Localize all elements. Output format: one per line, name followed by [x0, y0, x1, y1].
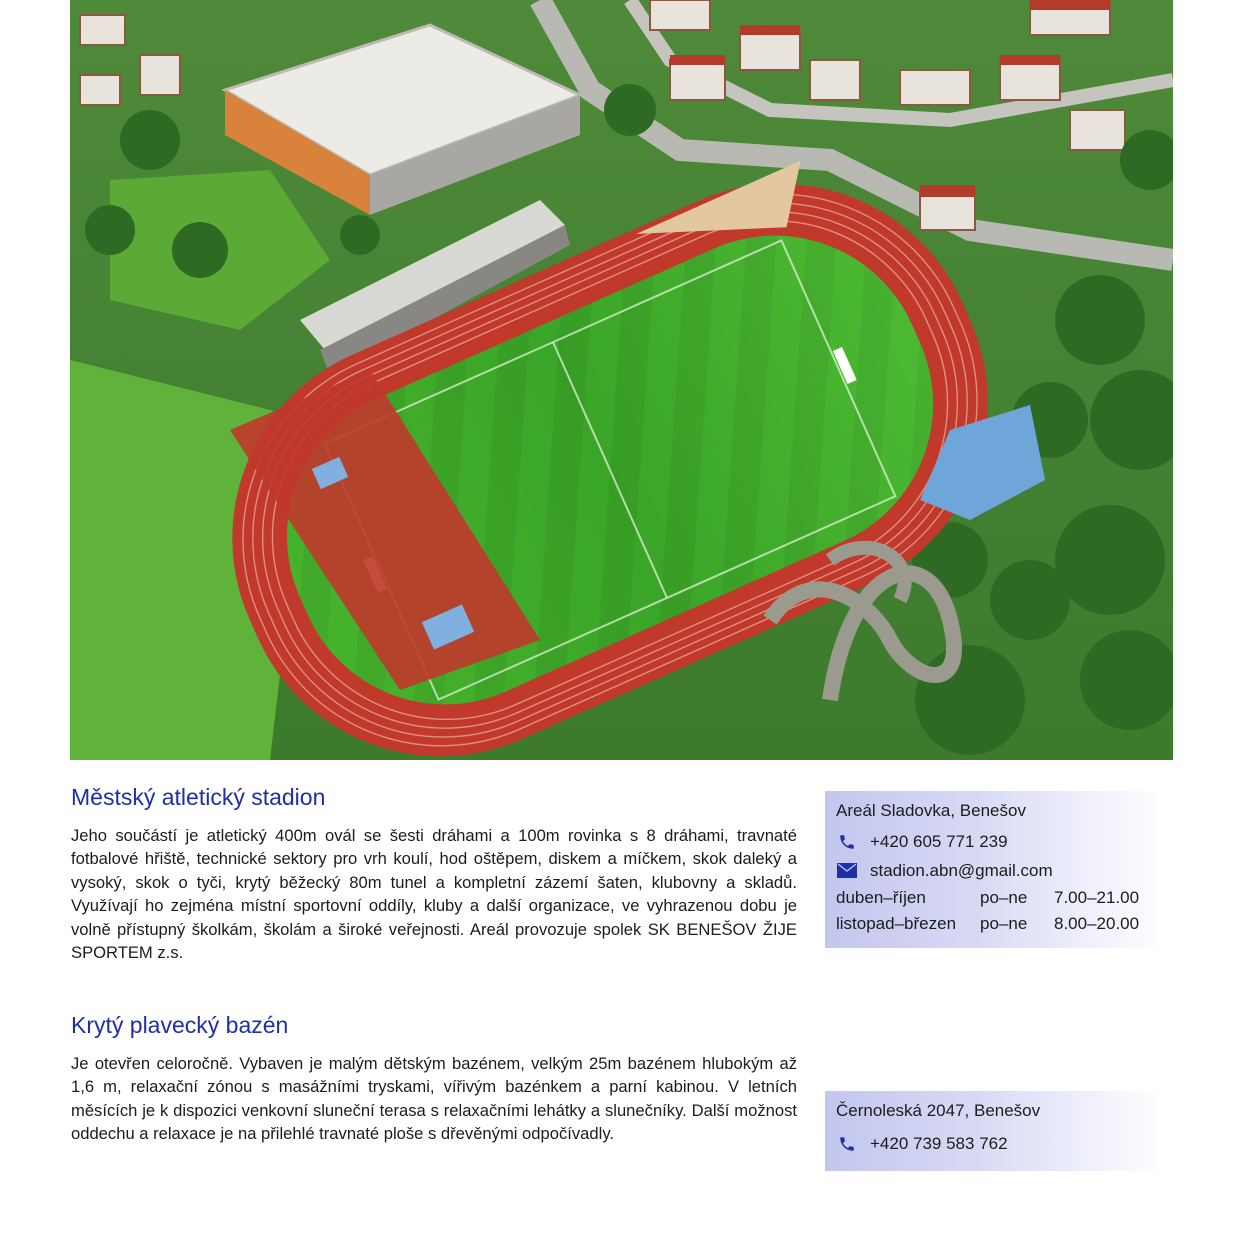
hours-days: po–ne [980, 914, 1028, 933]
pool-heading: Krytý plavecký bazén [71, 1012, 289, 1038]
pool-address: Černoleská 2047, Benešov [836, 1101, 1041, 1120]
stadium-description: Jeho součástí je atletický 400m ovál se šesti dráhami a 100m rovinka s 8 dráhami, travnaté fotbalové hřiště, technické sektory pro vrh koulí, hod oštěpem, diskem a míčkem, skok daleký a vysoký, skok o tyči, krytý běžecký 80m tunel a kompletní zázemí šaten, klubovny a skladů. Využívají ho zejména místní sportovní oddíly, kluby a další organizace, ve vyhrazenou dobu je volně přístupný školkám, školám a široké veřejnosti. Areál provozuje spolek SK BENEŠOV ŽIJE SPORTEM z.s. [71, 826, 797, 963]
hours-time: 7.00–21.00 [1054, 888, 1140, 907]
hours-time: 8.00–20.00 [1054, 914, 1140, 933]
hours-season: listopad–březen [836, 914, 957, 933]
hours-days: po–ne [980, 888, 1028, 907]
stadium-phone[interactable]: +420 605 771 239 [870, 831, 1008, 851]
stadium-heading: Městský atletický stadion [71, 784, 326, 810]
pool-phone-row [836, 1129, 1166, 1158]
stadium-email[interactable]: stadion.abn@gmail.com [870, 860, 1053, 880]
pool-description: Je otevřen celoročně. Vybaven je malým dětským bazénem, velkým 25m bazénem hlubokým až 1,6 m, relaxační zónou s masážními tryskami, vířivým bazénkem a parní kabinou. V letních měsících je k dispozici venkovní sluneční terasa s relaxačními lehátky a slunečníky. Další možnost oddechu a relaxace je na přilehlé travnaté ploše s dřevěnými odpočívadly. [71, 1054, 797, 1144]
phone-icon [836, 1135, 858, 1153]
phone-icon [836, 833, 858, 851]
stadium-address: Areál Sladovka, Benešov [836, 801, 1026, 820]
hours-season: duben–říjen [836, 888, 926, 907]
stadium-aerial-photo [70, 0, 1173, 760]
envelope-icon [836, 862, 858, 880]
pool-phone[interactable]: +420 739 583 762 [870, 1133, 1008, 1153]
opening-hours-row [836, 911, 1166, 937]
pool-contact-box [825, 1091, 1166, 1171]
stadium-phone-row [836, 827, 1166, 856]
opening-hours-row [836, 885, 1166, 911]
stadium-email-row [836, 856, 1166, 885]
stadium-contact-box [825, 791, 1166, 948]
